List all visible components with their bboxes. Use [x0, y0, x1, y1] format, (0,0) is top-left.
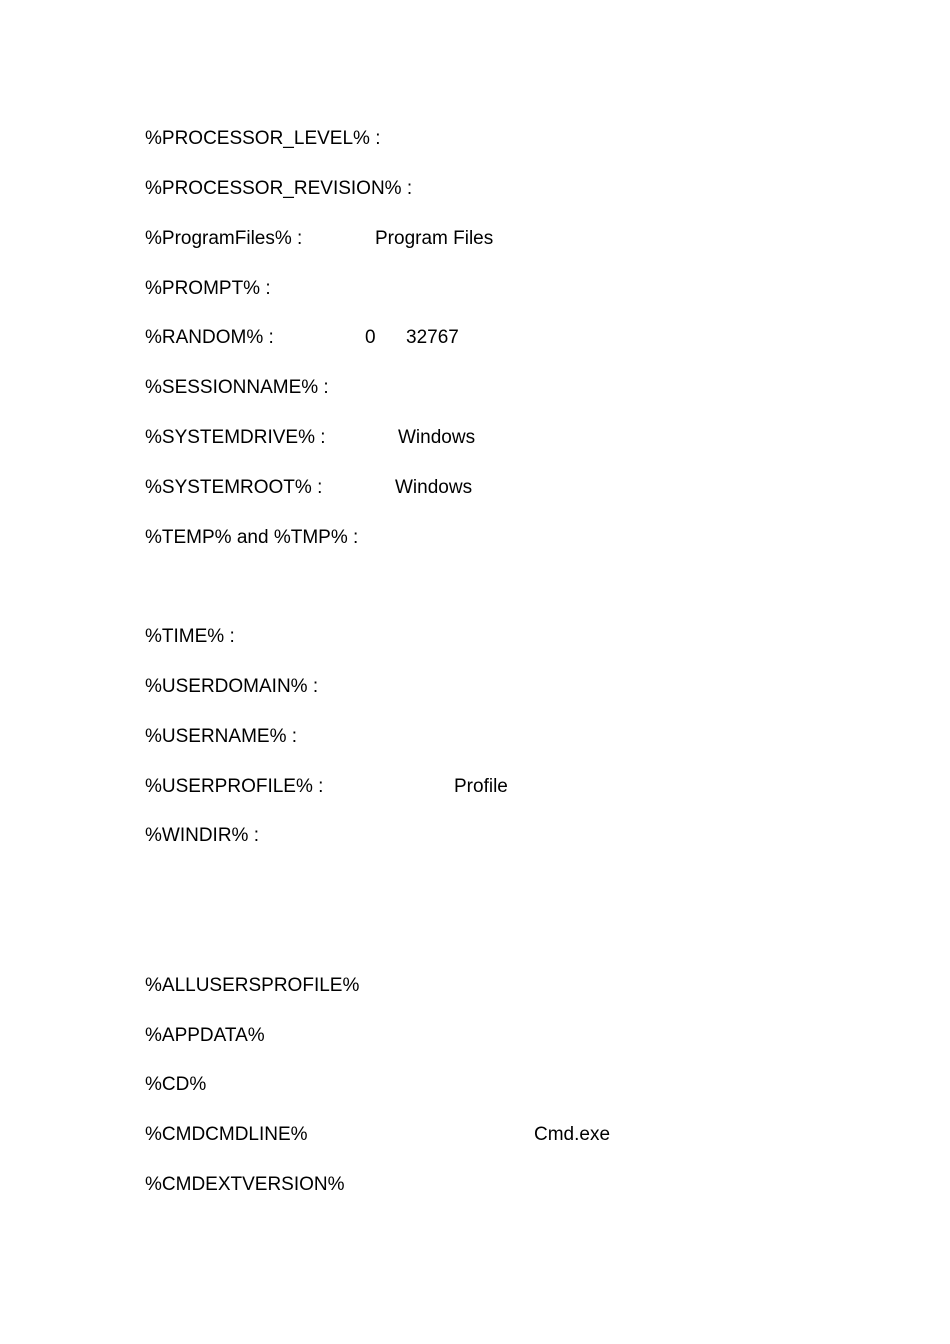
env-var-value: Windows [398, 427, 476, 448]
env-var-name: %CMDEXTVERSION% [145, 1174, 345, 1195]
env-var-value: Cmd.exe [534, 1124, 611, 1145]
env-var-row-cmdcmdline [0, 1124, 950, 1148]
env-var-name: %SYSTEMDRIVE% : [145, 427, 326, 448]
env-var-name: %WINDIR% : [145, 825, 259, 846]
env-var-name: %TIME% : [145, 626, 235, 647]
env-var-name: %SESSIONNAME% : [145, 377, 329, 398]
env-var-value-min: 0 [365, 327, 376, 348]
env-var-name: %ProgramFiles% : [145, 228, 303, 249]
env-var-row-time [0, 626, 950, 650]
env-var-row-processor-revision [0, 178, 950, 202]
env-var-row-programfiles [0, 228, 950, 252]
env-var-row-userprofile [0, 776, 950, 800]
env-var-value-max: 32767 [406, 327, 459, 348]
env-var-row-cd [0, 1074, 950, 1098]
env-var-value: Profile [454, 776, 508, 797]
env-var-value: Windows [395, 477, 473, 498]
env-var-row-userdomain [0, 676, 950, 700]
env-var-name: %CD% [145, 1074, 207, 1095]
env-var-row-sessionname [0, 377, 950, 401]
env-var-name: %USERNAME% : [145, 726, 298, 747]
env-var-row-allusersprofile [0, 975, 950, 999]
env-var-name: %SYSTEMROOT% : [145, 477, 323, 498]
env-var-name: %RANDOM% : [145, 327, 274, 348]
env-var-row-systemroot [0, 477, 950, 501]
env-var-name: %CMDCMDLINE% [145, 1124, 308, 1145]
env-var-row-random [0, 327, 950, 351]
env-var-row-temp-tmp [0, 527, 950, 551]
env-var-value: Program Files [375, 228, 494, 249]
env-var-name: %PROCESSOR_REVISION% : [145, 178, 413, 199]
env-var-name: %APPDATA% [145, 1025, 265, 1046]
env-var-name: %TEMP% and %TMP% : [145, 527, 359, 548]
env-var-row-systemdrive [0, 427, 950, 451]
env-var-row-username [0, 726, 950, 750]
env-var-name: %PROMPT% : [145, 278, 271, 299]
env-var-row-appdata [0, 1025, 950, 1049]
env-var-name: %USERDOMAIN% : [145, 676, 319, 697]
env-var-row-windir [0, 825, 950, 849]
env-var-name: %USERPROFILE% : [145, 776, 324, 797]
env-var-row-processor-level [0, 128, 950, 152]
env-var-name: %PROCESSOR_LEVEL% : [145, 128, 381, 149]
env-var-row-cmdextversion [0, 1174, 950, 1198]
env-var-row-prompt [0, 278, 950, 302]
env-var-name: %ALLUSERSPROFILE% [145, 975, 360, 996]
